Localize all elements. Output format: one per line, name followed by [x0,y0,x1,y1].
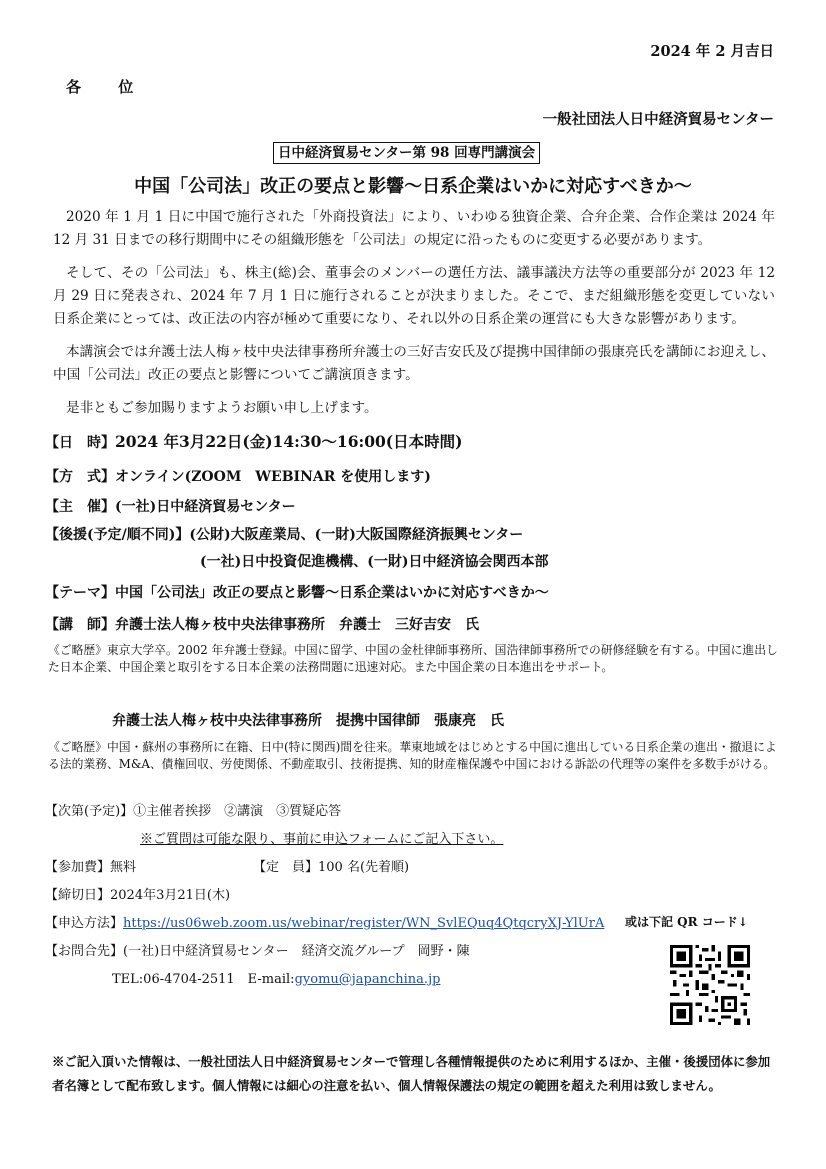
qr-code-icon[interactable] [670,945,750,1025]
capacity: 【定 員】100 名(先着順) [253,860,410,875]
speaker-2-bio: 《ご略歴》中国・蘇州の事務所に在籍、日中(特に関西)間を往来。華東地域をはじめとする中国に進出している日系企業の進出・撤退による法的業務、M&A、債権回収、労使関係、不動産取引、技術提携、知的財産権保護や中国における訴訟の代理等の案件を多数手がける。 [48,740,777,771]
speaker-1-bio: 《ご略歴》東京大学卒。2002 年弁護士登録。中国に留学、中国の金杜律師事務所、国浩律師事務所での研修経験を有する。中国に進出した日本企業、中国企業と取引をする日本企業の法務問題に迅速対応。また中国企業の日本進出をサポート。 [48,643,778,674]
organization-name: 一般社団法人日中経済貿易センター [542,111,774,128]
intro-paragraph-1: 2020 年 1 月 1 日に中国で施行された「外商投資法」により、いわゆる独資企業、合弁企業、合作企業は 2024 年 12 月 31 日までの移行期間中にその組織形態を「公司法」の規定に沿ったものに変更する必要があります。 [53,209,775,248]
contact-tel: TEL:06-4704-2511 E-mail: [112,972,295,987]
format-value: オンライン(ZOOM WEBINAR を使用します) [115,469,431,485]
page-title: 中国「公司法」改正の要点と影響～日系企業はいかに対応すべきか～ [134,176,692,197]
contact: 【お問合先】(一社)日中経済貿易センター 経済交流グループ 岡野・陳 [45,944,470,959]
format-row [45,466,431,486]
support-row [45,524,523,544]
support-value-1: (公財)大阪産業局、(一財)大阪国際経済振興センター [189,527,524,543]
host-label: 【主 催】 [45,499,115,515]
theme-row [45,582,549,602]
contact-tel-email [112,968,440,987]
speaker-1-name: 弁護士法人梅ヶ枝中央法律事務所 弁護士 三好吉安 氏 [115,617,479,633]
speaker-row [45,614,479,634]
deadline: 【締切日】2024年3月21日(木) [45,888,231,903]
program: 【次第(予定)】①主催者挨拶 ②講演 ③質疑応答 [45,804,342,819]
datetime-value: 2024 年3月22日(金)14:30～16:00(日本時間) [115,432,463,451]
intro-paragraph-2: そして、その「公司法」も、株主(総)会、董事会のメンバーの選任方法、議事議決方法等の重要部分が 2023 年 12 月 29 日に発表され、2024 年 7 月 1 日に施行されることが決まりました。そこで、まだ組織形態を変更していない日系企業にとっては、改正法の内容が極めて重要になり、それ以外の日系企業の運営にも大きな影響があります。 [53,265,775,327]
participation-fee: 【参加費】無料 [45,860,137,875]
speaker-label: 【講 師】 [45,617,115,633]
email-link[interactable]: gyomu@japanchina.jp [294,972,441,987]
apply-label: 【申込方法】 [45,916,124,931]
event-label: 日中経済貿易センター第 98 回専門講演会 [273,142,540,164]
host-row [45,496,296,516]
apply-row [45,912,604,931]
theme-label: 【テーマ】 [45,585,115,601]
datetime-row [45,430,462,452]
intro-paragraph-4: 是非ともご参加賜りますようお願い申し上げます。 [66,400,378,416]
privacy-footer: ※ご記入頂いた情報は、一般社団法人日中経済貿易センターで管理し各種情報提供のために利用するほか、主催・後援団体に参加者名簿として配布致します。個人情報には細心の注意を払い、個人情報保護法の規定の範囲を超えた利用は致しません。 [52,1054,771,1093]
host-value: (一社)日中経済貿易センター [115,499,296,515]
speaker-2-name: 弁護士法人梅ヶ枝中央法律事務所 提携中国律師 張康亮 氏 [112,713,504,729]
datetime-label: 【日 時】 [45,435,115,451]
issue-date: 2024 年 2 月吉日 [650,43,774,60]
intro-paragraph-3: 本講演会では弁護士法人梅ヶ枝中央法律事務所弁護士の三好吉安氏及び提携中国律師の張康亮氏を講師にお迎えし、中国「公司法」改正の要点と影響についてご講演頂きます。 [53,344,775,383]
format-label: 【方 式】 [45,469,115,485]
qr-note: 或は下記 QR コード↓ [625,915,748,929]
addressee: 各 位 [66,78,150,96]
registration-link[interactable]: https://us06web.zoom.us/webinar/register/WN_SvlEQuq4QtqcryXJ-YlUrA [123,916,605,931]
support-label: 【後援(予定/順不同)】 [45,527,190,543]
question-note: ※ご質問は可能な限り、事前に申込フォームにご記入下さい。 [140,832,504,847]
theme-value: 中国「公司法」改正の要点と影響～日系企業はいかに対応すべきか～ [115,585,549,601]
support-value-2: (一社)日中投資促進機構、(一財)日中経済協会関西本部 [200,554,549,570]
